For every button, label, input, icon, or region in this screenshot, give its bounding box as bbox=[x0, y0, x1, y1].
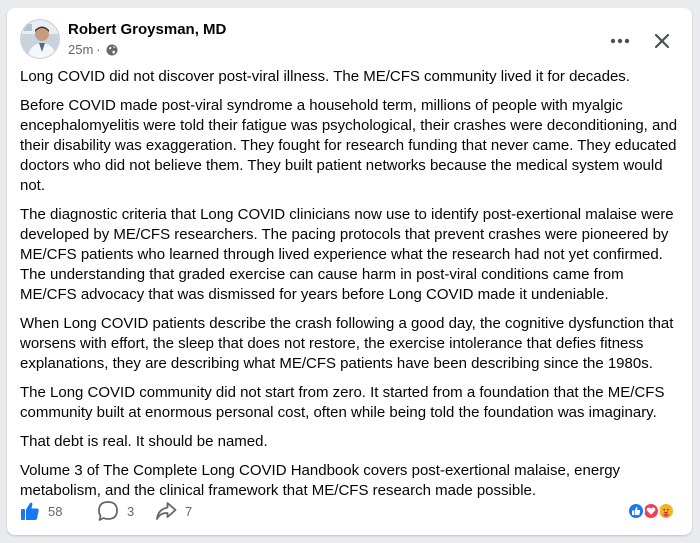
meta-separator: · bbox=[96, 42, 101, 57]
share-icon bbox=[155, 500, 177, 522]
post-header bbox=[20, 19, 680, 61]
post-paragraph: When Long COVID patients describe the crash following a good day, the cognitive dysfunction that worsens with effort, the sleep that does not restore, the exercise intolerance that defies fitness explanations, they are describing what ME/CFS patients have been describing since the 1980s. bbox=[20, 315, 674, 372]
like-button[interactable] bbox=[20, 498, 62, 524]
close-icon bbox=[654, 33, 670, 49]
share-button[interactable] bbox=[155, 498, 192, 524]
post-body bbox=[20, 67, 682, 510]
post-paragraph: The Long COVID community did not start from zero. It started from a foundation that the ME/CFS community built at enormous personal cost, often while being told the foundation was imaginary. bbox=[20, 384, 665, 421]
post-paragraph: The diagnostic criteria that Long COVID clinicians now use to identify post-exertional malaise were developed by ME/CFS researchers. The pacing protocols that prevent crashes were pioneered by ME/CFS patients who learned through lived experience what the research had not yet confirmed. The understanding that graded exercise can cause harm in post-viral conditions came from ME/CFS advocacy that was dismissed for years before Long COVID made it undeniable. bbox=[20, 206, 674, 303]
globe-icon[interactable] bbox=[106, 44, 118, 56]
comment-icon bbox=[97, 500, 119, 522]
thumbs-up-icon bbox=[20, 501, 40, 521]
like-count: 58 bbox=[48, 503, 63, 519]
author-name[interactable]: Robert Groysman, MD bbox=[68, 21, 227, 38]
post-footer bbox=[20, 498, 679, 524]
avatar-photo bbox=[21, 20, 60, 59]
close-button[interactable] bbox=[644, 23, 680, 59]
post-meta bbox=[68, 42, 118, 57]
comment-count: 3 bbox=[127, 503, 135, 519]
post-paragraph: Before COVID made post-viral syndrome a household term, millions of people with myalgic encephalomyelitis were told their fatigue was psychological, their crashes were deconditioning, and their disability was exaggeration. They fought for research funding that never came. They educated doctors who did not believe them. They built patient networks because the medical system would not. bbox=[20, 97, 678, 194]
comment-button[interactable] bbox=[97, 498, 134, 524]
more-options-button[interactable] bbox=[606, 27, 634, 55]
like-icon bbox=[627, 502, 645, 520]
post-card bbox=[7, 8, 692, 535]
post-paragraph: Volume 3 of The Complete Long COVID Handbook covers post-exertional malaise, energy metabolism, and the clinical framework that ME/CFS research made possible. bbox=[20, 462, 621, 499]
more-icon bbox=[610, 38, 630, 44]
post-paragraph: That debt is real. It should be named. bbox=[20, 433, 268, 450]
reaction-summary[interactable] bbox=[627, 502, 679, 520]
share-count: 7 bbox=[185, 503, 193, 519]
post-timestamp[interactable]: 25m bbox=[68, 42, 94, 57]
avatar[interactable] bbox=[20, 19, 60, 59]
post-paragraph: Long COVID did not discover post-viral illness. The ME/CFS community lived it for decades. bbox=[20, 68, 630, 85]
